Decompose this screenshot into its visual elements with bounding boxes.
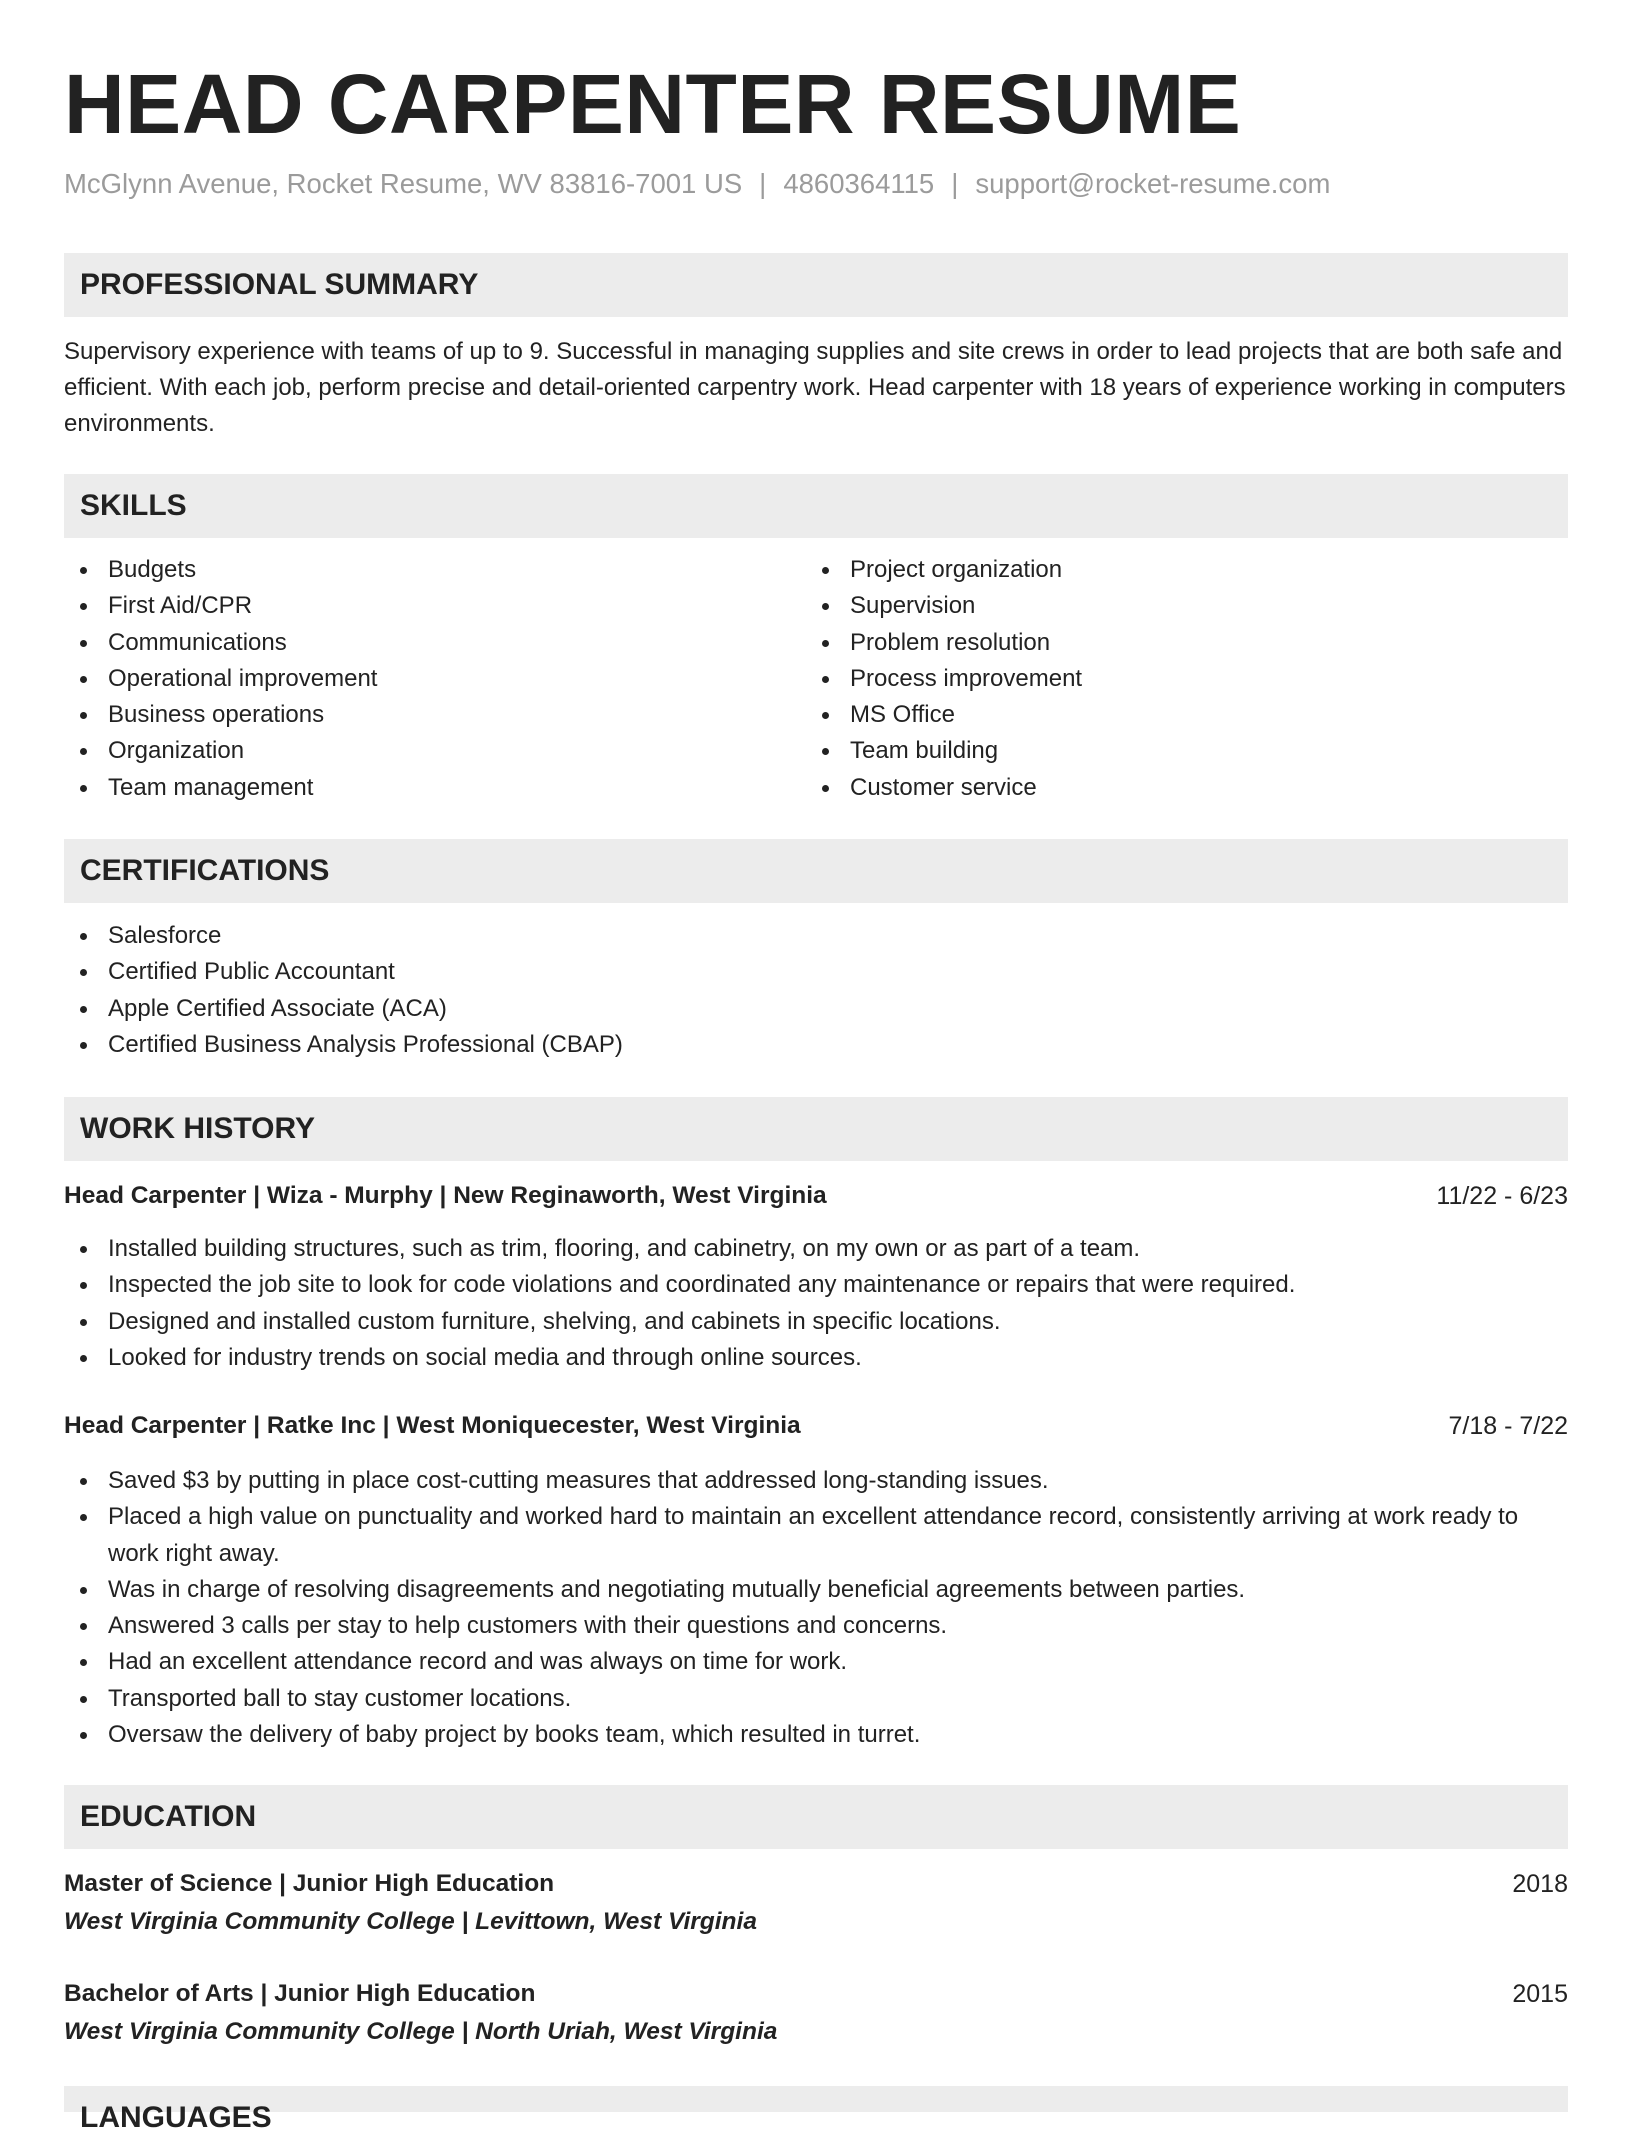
contact-phone: 4860364115 (783, 168, 935, 199)
skill-item: Problem resolution (806, 625, 1506, 661)
skill-item: Team building (806, 733, 1506, 769)
section-header-education: EDUCATION (64, 1785, 1568, 1849)
skill-item: Communications (64, 625, 764, 661)
skills-list-right (806, 552, 1506, 806)
contact-line (64, 164, 1330, 204)
education-school: West Virginia Community College | North Uriah, West Virginia (64, 2018, 778, 2045)
skill-item: Customer service (806, 770, 1506, 806)
summary-text: Supervisory experience with teams of up to 9. Successful in managing supplies and site crews in order to lead projects that are both safe and efficient. With each job, perform precise and detail-oriented carpentry work. Head carpenter with 18 years of experience working in computers environments. (64, 338, 1566, 437)
job-bullet: Oversaw the delivery of baby project by books team, which resulted in turret. (64, 1717, 1568, 1753)
skill-item: Supervision (806, 588, 1506, 624)
certifications-list (64, 918, 1568, 1063)
skill-item: Operational improvement (64, 661, 764, 697)
job-dates: 7/18 - 7/22 (1448, 1412, 1568, 1440)
job-bullets (64, 1463, 1568, 1753)
job-bullet: Saved $3 by putting in place cost-cutting measures that addressed long-standing issues. (64, 1463, 1568, 1499)
job-bullet: Designed and installed custom furniture, shelving, and cabinets in specific locations. (64, 1304, 1568, 1340)
job-title: Head Carpenter | Ratke Inc | West Moniquecester, West Virginia (64, 1412, 801, 1439)
section-header-summary: PROFESSIONAL SUMMARY (64, 253, 1568, 317)
skill-item: First Aid/CPR (64, 588, 764, 624)
certification-item: Certified Public Accountant (64, 954, 1568, 990)
job-bullet: Placed a high value on punctuality and worked hard to maintain an excellent attendance record, consistently arriving at work ready to work right away. (64, 1499, 1568, 1572)
section-header-work-history: WORK HISTORY (64, 1097, 1568, 1161)
job-bullet: Transported ball to stay customer locations. (64, 1681, 1568, 1717)
contact-separator: | (759, 168, 767, 199)
resume-title: HEAD CARPENTER RESUME (64, 57, 1242, 151)
skill-item: MS Office (806, 697, 1506, 733)
skill-item: Business operations (64, 697, 764, 733)
section-header-certifications: CERTIFICATIONS (64, 839, 1568, 903)
contact-separator: | (951, 168, 959, 199)
job-bullet: Inspected the job site to look for code violations and coordinated any maintenance or repairs that were required. (64, 1267, 1568, 1303)
contact-address: McGlynn Avenue, Rocket Resume, WV 83816-7001 US (64, 168, 743, 199)
education-year: 2018 (1512, 1870, 1568, 1898)
skill-item: Budgets (64, 552, 764, 588)
section-header-languages: LANGUAGES (64, 2086, 1568, 2112)
skills-list-left (64, 552, 764, 806)
job-title: Head Carpenter | Wiza - Murphy | New Reginaworth, West Virginia (64, 1182, 827, 1209)
skill-item: Organization (64, 733, 764, 769)
certification-item: Certified Business Analysis Professional (CBAP) (64, 1027, 1568, 1063)
skill-item: Process improvement (806, 661, 1506, 697)
skill-item: Project organization (806, 552, 1506, 588)
skill-item: Team management (64, 770, 764, 806)
job-bullets (64, 1231, 1568, 1376)
education-degree: Master of Science | Junior High Education (64, 1870, 555, 1897)
education-year: 2015 (1512, 1980, 1568, 2008)
job-bullet: Installed building structures, such as trim, flooring, and cabinetry, on my own or as part of a team. (64, 1231, 1568, 1267)
certification-item: Salesforce (64, 918, 1568, 954)
contact-email: support@rocket-resume.com (975, 168, 1331, 199)
certification-item: Apple Certified Associate (ACA) (64, 991, 1568, 1027)
job-bullet: Looked for industry trends on social media and through online sources. (64, 1340, 1568, 1376)
section-header-skills: SKILLS (64, 474, 1568, 538)
job-bullet: Had an excellent attendance record and was always on time for work. (64, 1644, 1568, 1680)
job-bullet: Was in charge of resolving disagreements and negotiating mutually beneficial agreements between parties. (64, 1572, 1568, 1608)
job-bullet: Answered 3 calls per stay to help customers with their questions and concerns. (64, 1608, 1568, 1644)
education-degree: Bachelor of Arts | Junior High Education (64, 1980, 536, 2007)
education-school: West Virginia Community College | Levittown, West Virginia (64, 1908, 757, 1935)
job-dates: 11/22 - 6/23 (1436, 1182, 1568, 1210)
